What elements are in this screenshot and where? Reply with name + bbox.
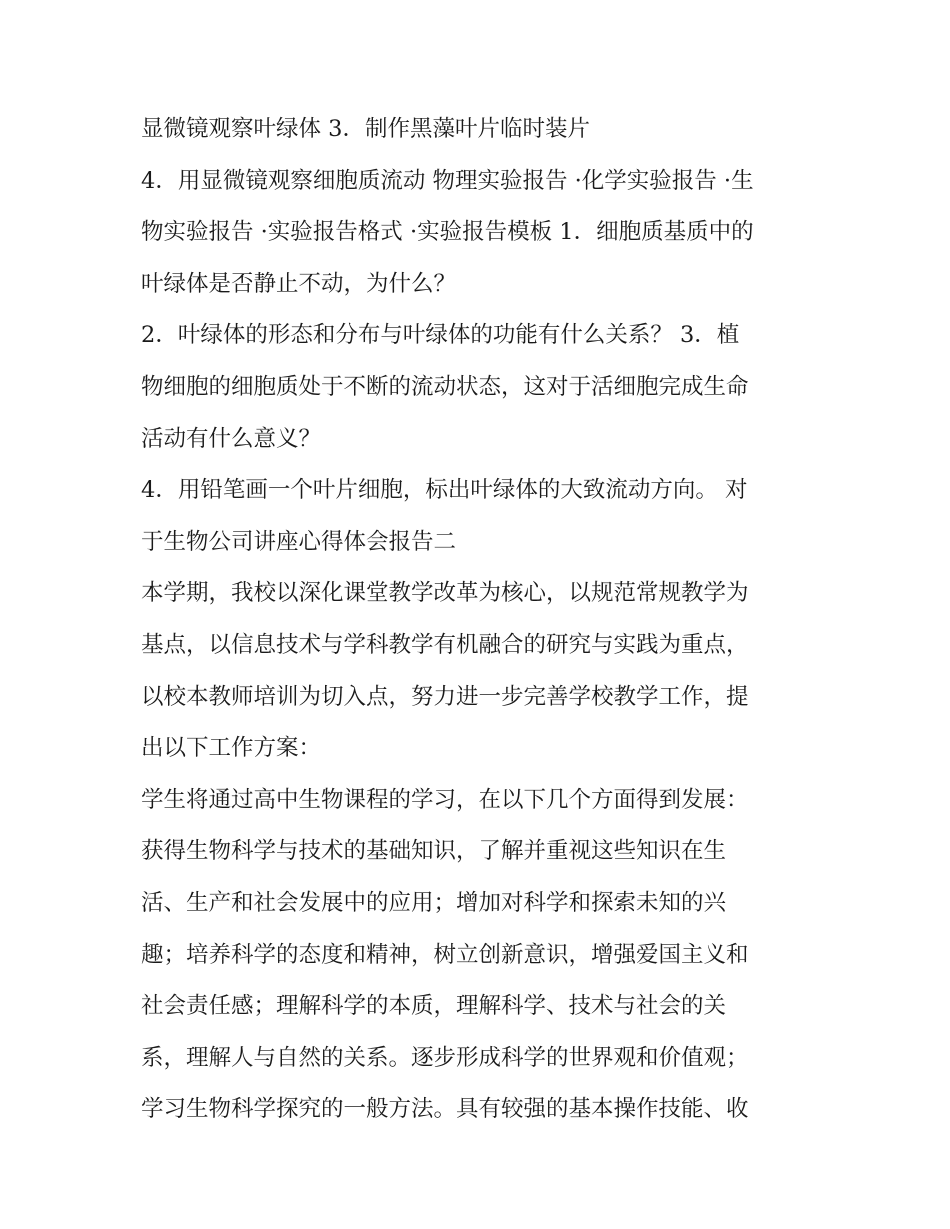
text-line: 学习生物科学探究的一般方法。具有较强的基本操作技能、收 bbox=[141, 1096, 749, 1123]
text-line: 系，理解人与自然的关系。逐步形成科学的世界观和价值观； bbox=[141, 1044, 749, 1071]
text-line: 趣；培养科学的态度和精神，树立创新意识，增强爱国主义和 bbox=[141, 941, 749, 968]
document-body bbox=[141, 108, 821, 1140]
text-line: 活、生产和社会发展中的应用；增加对科学和探索未知的兴 bbox=[141, 889, 727, 916]
text-line: 以校本教师培训为切入点，努力进一步完善学校教学工作，提 bbox=[141, 683, 749, 710]
text-line: 基点，以信息技术与学科教学有机融合的研究与实践为重点， bbox=[141, 631, 749, 658]
text-line: 物实验报告 ·实验报告格式 ·实验报告模板 1．细胞质基质中的 bbox=[141, 219, 754, 246]
text-line: 社会责任感；理解科学的本质，理解科学、技术与社会的关 bbox=[141, 993, 727, 1020]
text-line: 4．用显微镜观察细胞质流动 物理实验报告 ·化学实验报告 ·生 bbox=[141, 167, 754, 194]
text-line: 学生将通过高中生物课程的学习，在以下几个方面得到发展： bbox=[141, 786, 749, 813]
text-line: 获得生物科学与技术的基础知识，了解并重视这些知识在生 bbox=[141, 838, 727, 865]
text-line: 活动有什么意义？ bbox=[141, 425, 322, 452]
text-line: 本学期，我校以深化课堂教学改革为核心，以规范常规教学为 bbox=[141, 580, 749, 607]
text-line: 于生物公司讲座心得体会报告二 bbox=[141, 528, 457, 555]
text-line: 出以下工作方案： bbox=[141, 735, 322, 762]
text-line: 2．叶绿体的形态和分布与叶绿体的功能有什么关系？ 3．植 bbox=[141, 322, 740, 349]
text-line: 4．用铅笔画一个叶片细胞，标出叶绿体的大致流动方向。 对 bbox=[141, 477, 748, 504]
text-line: 显微镜观察叶绿体 3．制作黑藻叶片临时装片 bbox=[141, 116, 590, 142]
text-line: 叶绿体是否静止不动，为什么？ bbox=[141, 270, 457, 297]
text-line: 物细胞的细胞质处于不断的流动状态，这对于活细胞完成生命 bbox=[141, 373, 749, 400]
